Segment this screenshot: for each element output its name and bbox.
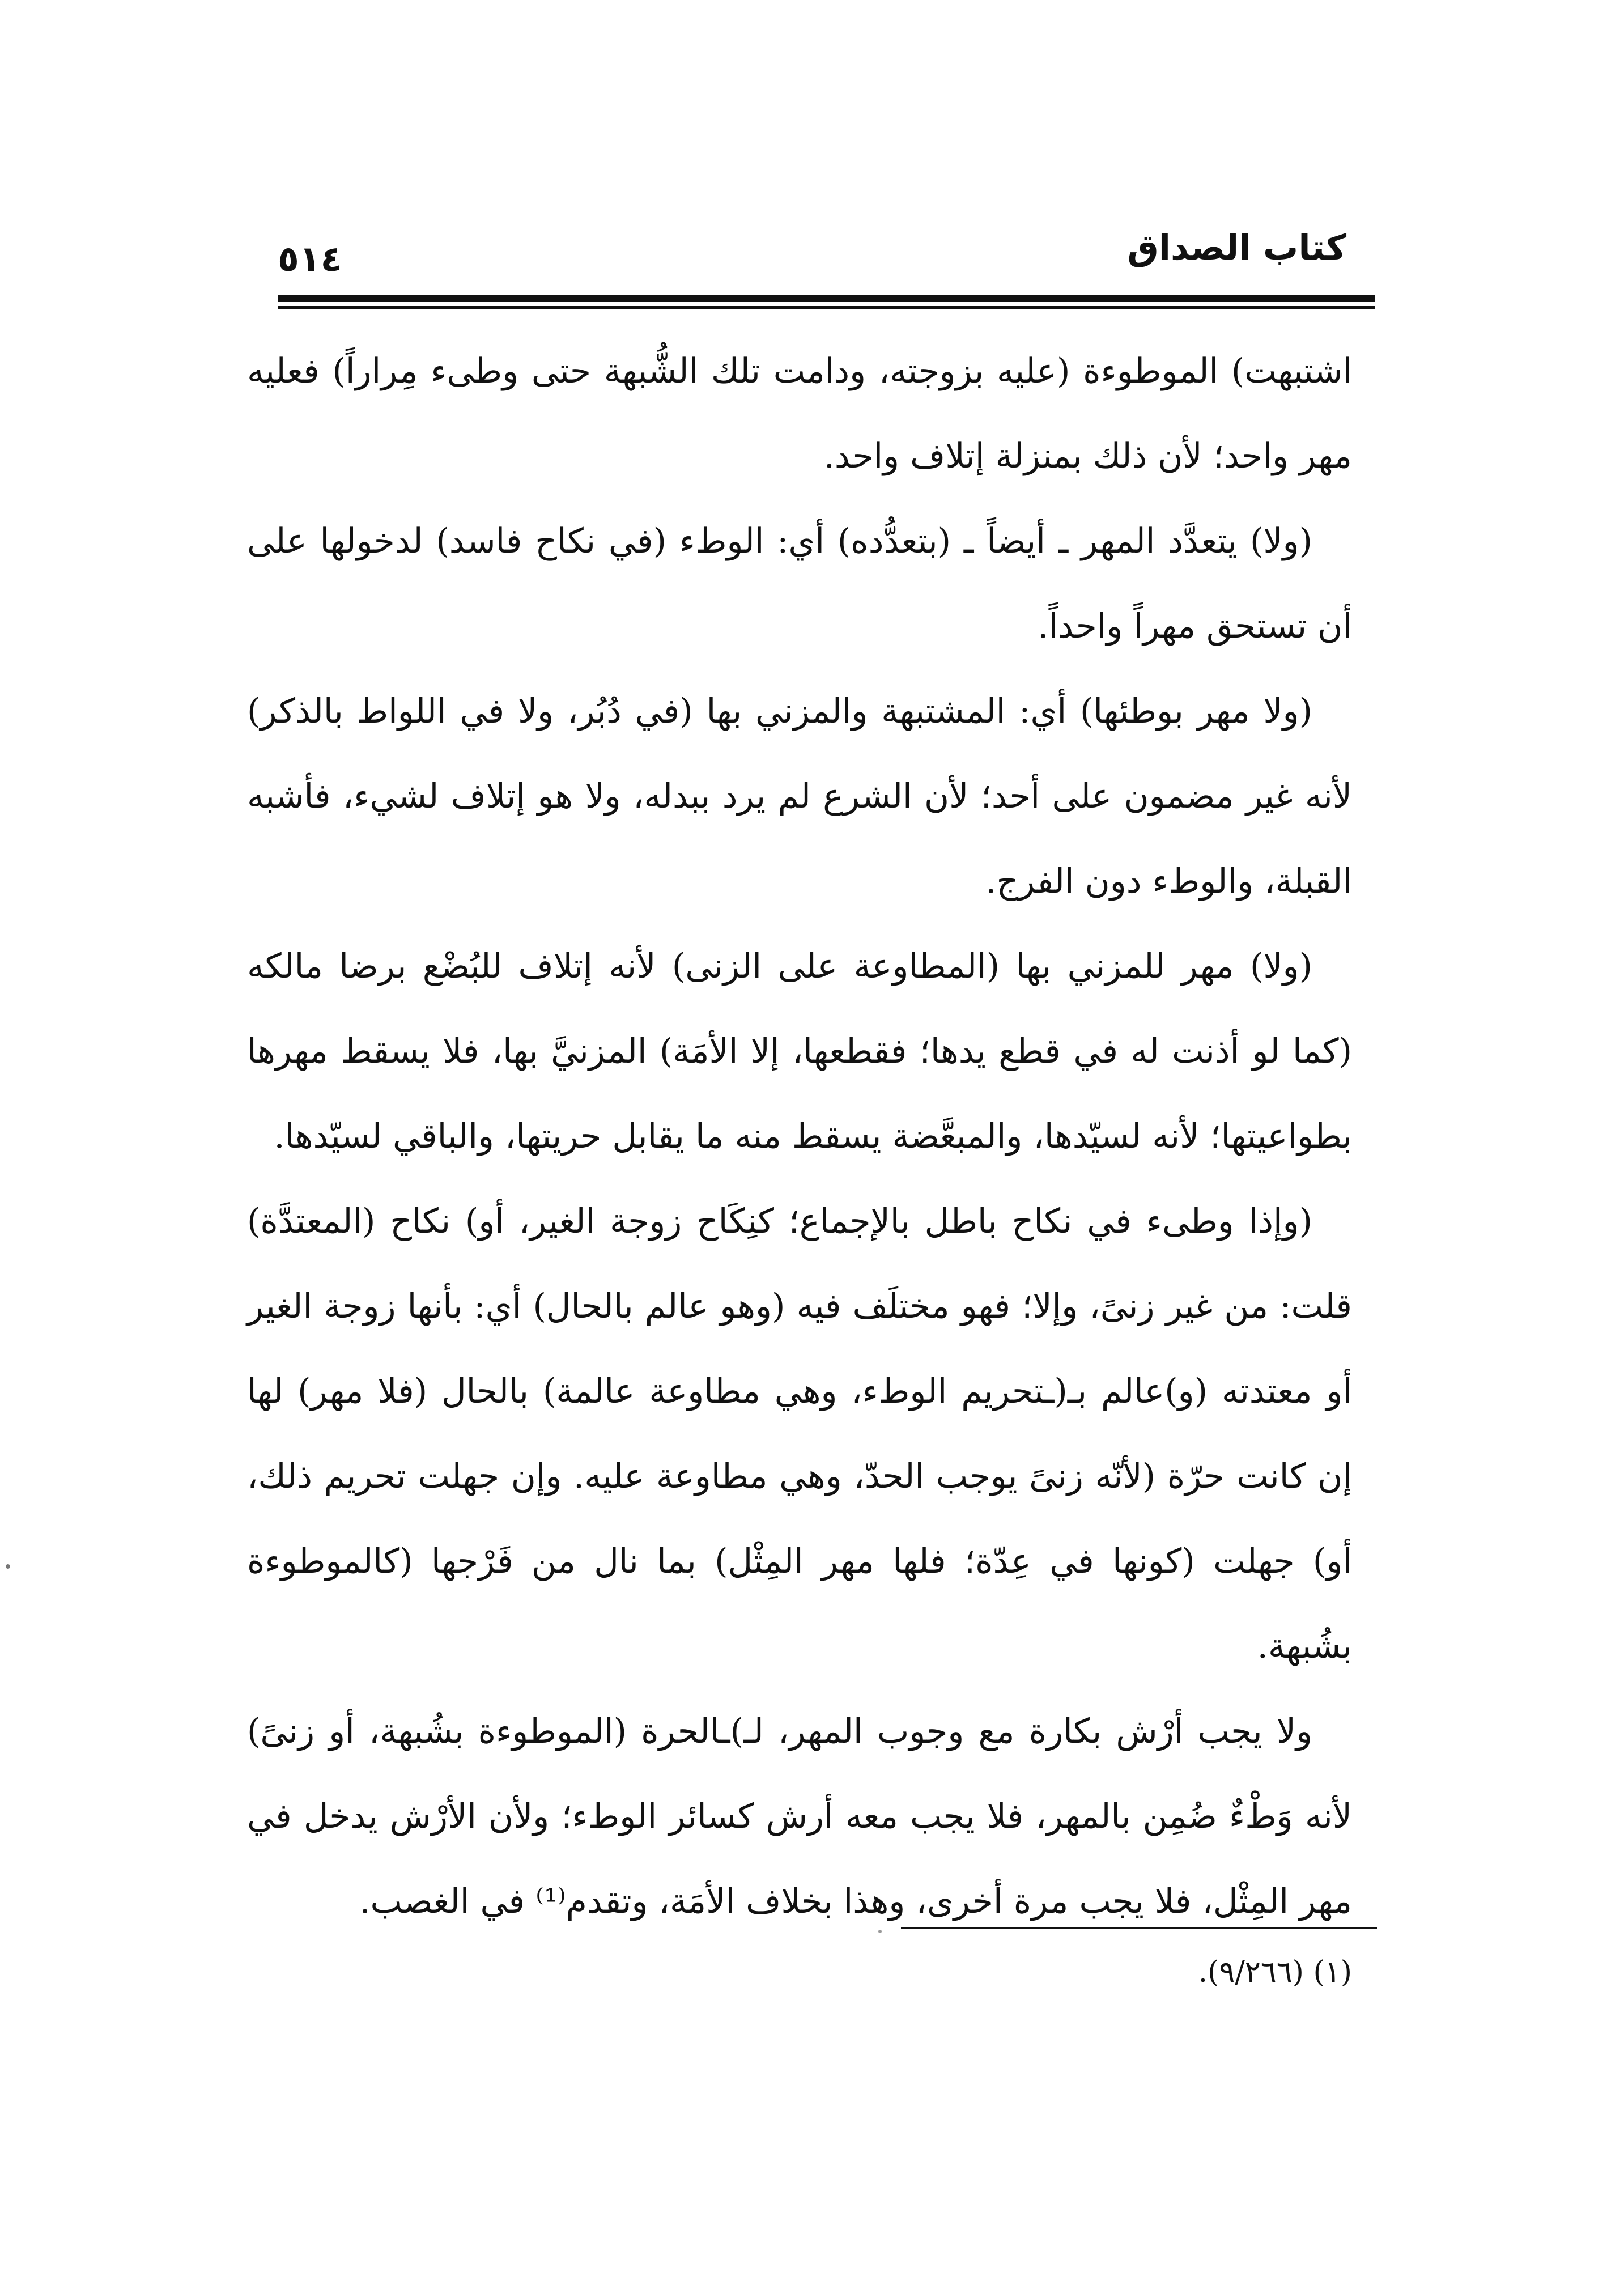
header-rule-thin (278, 306, 1375, 309)
paragraph: (وإذا وطىء في نكاح باطل بالإجماع؛ كنِكَاح زوجة الغير، أو) نكاح (المعتدَّة) قلت: من غير زنىً، وإلا؛ فهو مختلَف فيه (وهو عالم بالحال) أي: بأنها زوجة الغير أو معتدته (و)عالم بـ(ـتحريم الوطء، وهي مطاوعة عالمة) بالحال (فلا مهر) لها إن كانت حرّة (لأنّه زنىً يوجب الحدّ، وهي مطاوعة عليه. وإن جهلت تحريم ذلك، أو) جهلت (كونها في عِدّة؛ فلها مهر المِثْل) بما نال من فَرْجها (كالموطوءة بشُبهة. (247, 1201, 1352, 1666)
paragraph: ولا يجب أرْش بكارة مع وجوب المهر، لـ)ـالحرة (الموطوءة بشُبهة، أو زنىً) لأنه وَطْءٌ ضُمِن بالمهر، فلا يجب معه أرش كسائر الوطء؛ ولأن الأرْش يدخل في مهر المِثْل، فلا يجب مرة أخرى، وهذا بخلاف الأمَة، وتقدم⁽¹⁾ في الغصب. (247, 1712, 1352, 1921)
scan-speck (6, 1564, 10, 1569)
header-rule-thick (278, 295, 1375, 302)
page-number: ٥١٤ (278, 238, 342, 279)
footnote: (١) (٩/٢٦٦). (1198, 1955, 1352, 1989)
scan-speck (878, 1930, 882, 1933)
paragraph: اشتبهت) الموطوءة (عليه بزوجته، ودامت تلك الشُّبهة حتى وطىء مِراراً) فعليه مهر واحد؛ لأن ذلك بمنزلة إتلاف واحد. (247, 351, 1352, 476)
body-text (247, 329, 1352, 1944)
running-title: كتاب الصداق (1127, 227, 1346, 268)
paragraph: (ولا) مهر للمزني بها (المطاوعة على الزنى) لأنه إتلاف للبُضْع برضا مالكه (كما لو أذنت له في قطع يدها؛ فقطعها، إلا الأمَة) المزنيَّ بها، فلا يسقط مهرها بطواعيتها؛ لأنه لسيّدها، والمبعَّضة يسقط منه ما يقابل حريتها، والباقي لسيّدها. (247, 946, 1352, 1156)
paragraph: (ولا مهر بوطئها) أي: المشتبهة والمزني بها (في دُبُر، ولا في اللواط بالذكر) لأنه غير مضمون على أحد؛ لأن الشرع لم يرد ببدله، ولا هو إتلاف لشيء، فأشبه القبلة، والوطء دون الفرج. (247, 691, 1352, 901)
paragraph: (ولا) يتعدَّد المهر ـ أيضاً ـ (بتعدُّده) أي: الوطء (في نكاح فاسد) لدخولها على أن تستحق مهراً واحداً. (247, 521, 1352, 646)
footnote-separator (901, 1927, 1377, 1929)
